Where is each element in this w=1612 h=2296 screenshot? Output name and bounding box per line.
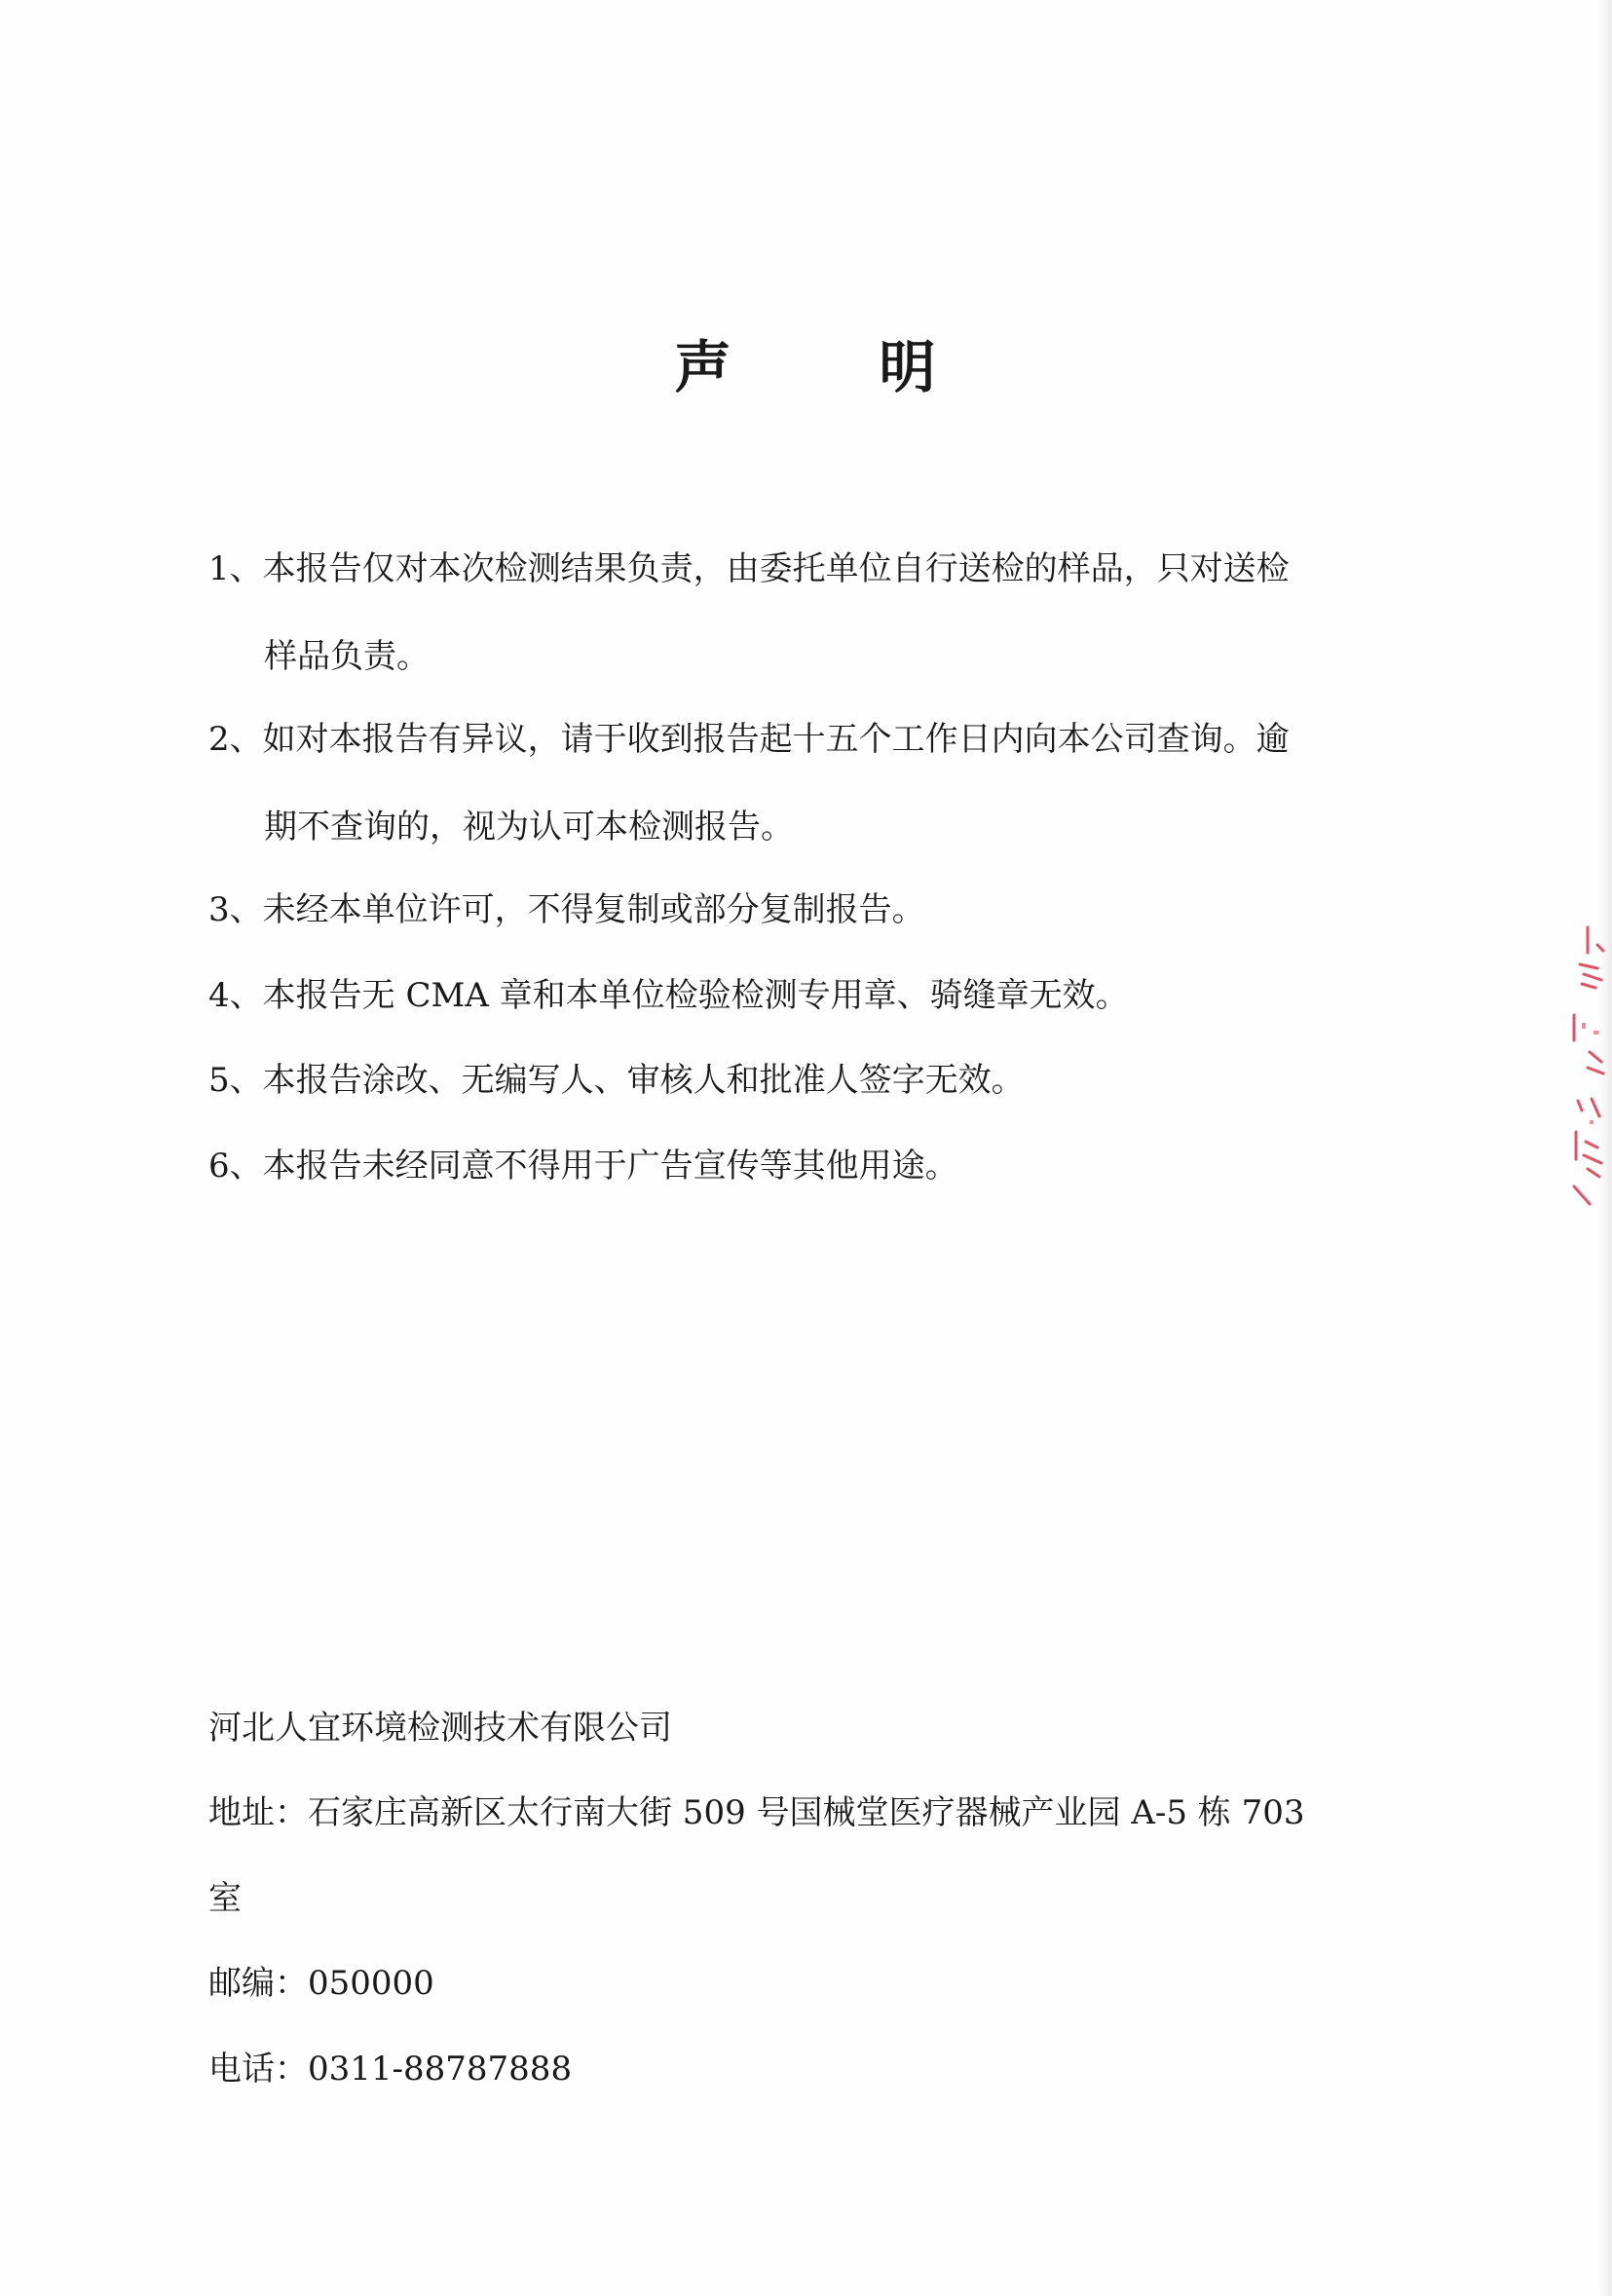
statement-6: 6、本报告未经同意不得用于广告宣传等其他用途。 (208, 1147, 958, 1186)
statement-4: 4、本报告无 CMA 章和本单位检验检测专用章、骑缝章无效。 (208, 976, 1129, 1015)
title-char-2: 明 (879, 334, 938, 400)
title-char-1: 声 (674, 334, 733, 400)
statement-1: 1、本报告仅对本次检测结果负责，由委托单位自行送检的样品，只对送检 (208, 549, 1290, 588)
page-title (0, 321, 1612, 403)
company-address-continuation: 室 (208, 1879, 242, 1918)
company-phone: 电话：0311-88787888 (208, 2050, 573, 2089)
statement-5: 5、本报告涂改、无编写人、审核人和批准人签字无效。 (208, 1061, 1025, 1100)
statement-2-continuation: 期不查询的，视为认可本检测报告。 (264, 808, 794, 847)
company-address: 地址：石家庄高新区太行南大街 509 号国械堂医疗器械产业园 A-5 栋 703 (208, 1793, 1305, 1832)
company-name: 河北人宜环境检测技术有限公司 (208, 1709, 672, 1748)
statement-2: 2、如对本报告有异议，请于收到报告起十五个工作日内向本公司查询。逾 (208, 720, 1290, 759)
seal-stamp-fragment (1568, 925, 1607, 1208)
statement-1-continuation: 样品负责。 (264, 637, 430, 676)
statement-3: 3、未经本单位许可，不得复制或部分复制报告。 (208, 890, 925, 929)
company-postcode: 邮编：050000 (208, 1964, 434, 2003)
